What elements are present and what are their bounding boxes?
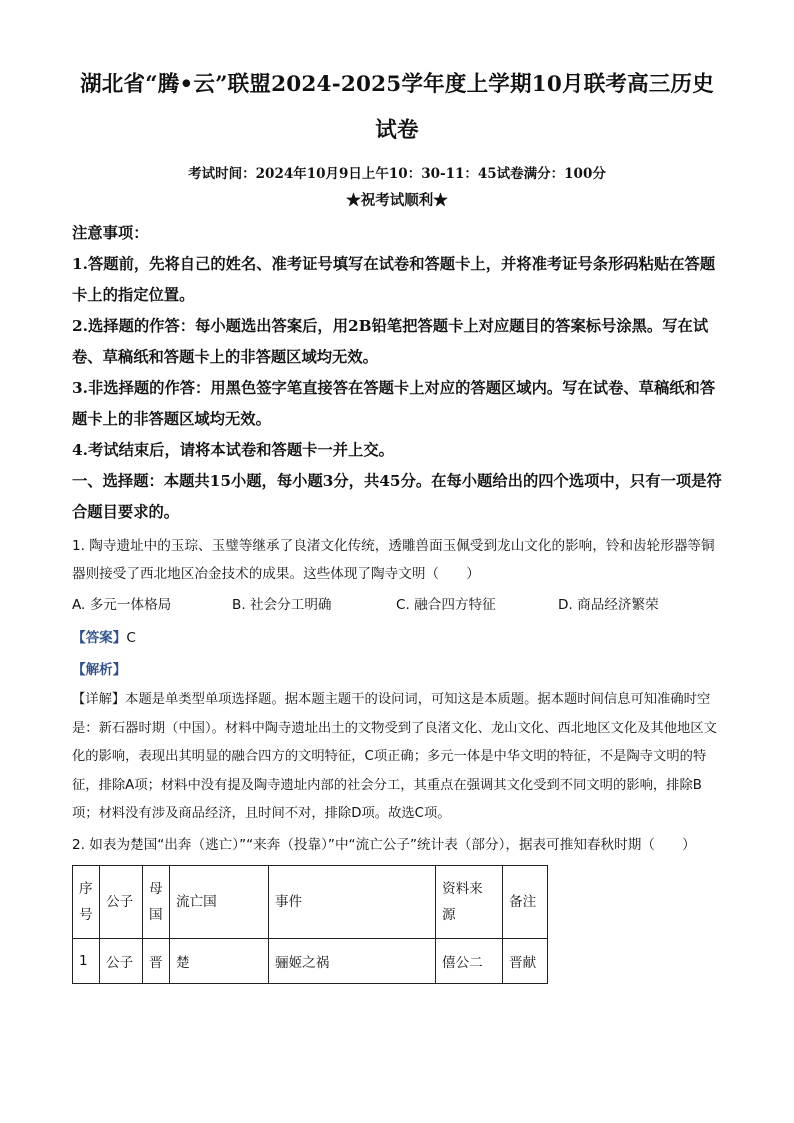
- analysis-label: [72, 654, 722, 686]
- table-header-cell: 备注: [503, 865, 548, 938]
- table-header-cell: 公子: [100, 865, 143, 938]
- table-cell: 晋献: [503, 938, 548, 983]
- table-cell: 晋: [143, 938, 170, 983]
- blessing-line: ★祝考试顺利★: [346, 192, 448, 209]
- table-header-cell: 母国: [143, 865, 170, 938]
- analysis-label-text: 【解析】: [72, 662, 127, 678]
- table-cell: 骊姬之祸: [269, 938, 436, 983]
- table-header-cell: 事件: [269, 865, 436, 938]
- question-stem: 1. 陶寺遗址中的玉琮、玉璧等继承了良渚文化传统，透雕兽面玉佩受到龙山文化的影响，铃和齿轮形器等铜器则接受了西北地区冶金技术的成果。这些体现了陶寺文明（ ）: [72, 538, 715, 582]
- option-d: D. 商品经济繁荣: [558, 597, 659, 613]
- table-cell: 楚: [170, 938, 269, 983]
- notes-section: [72, 218, 722, 466]
- section-heading: 一、选择题：本题共15小题，每小题3分，共45分。在每小题给出的四个选项中，只有一项是符合题目要求的。: [72, 472, 722, 521]
- table-cell: 公子: [100, 938, 143, 983]
- exile-table: [72, 865, 548, 984]
- question-1: [72, 532, 722, 829]
- table-cell: 1: [73, 938, 100, 983]
- option-list: [72, 588, 722, 622]
- answer-line: [72, 622, 722, 654]
- notes-heading: 注意事项：: [72, 224, 149, 242]
- exam-title: [72, 62, 722, 154]
- answer-label: 【答案】: [72, 630, 127, 646]
- table-header-row: [73, 865, 548, 938]
- exam-page: [72, 62, 722, 984]
- note-item: 4.考试结束后，请将本试卷和答题卡一并上交。: [72, 441, 394, 459]
- note-item: 3.非选择题的作答：用黑色签字笔直接答在答题卡上对应的答题区域内。写在试卷、草稿纸和答题卡上的非答题区域均无效。: [72, 379, 716, 428]
- analysis-detail: 【详解】本题是单类型单项选择题。据本题主题干的设问词，可知这是本质题。据本题时间信息可知准确时空是：新石器时期（中国）。材料中陶寺遗址出土的文物受到了良渚文化、龙山文化、西北地区文化及其他地区文化的影响，表现出其明显的融合四方的文明特征，C项正确；多元一体是中华文明的特征，不是陶寺文明的特征，排除A项；材料中没有提及陶寺遗址内部的社会分工，其重点在强调其文化受到不同文明的影响，排除B项；材料没有涉及商品经济，且时间不对，排除D项。故选C项。: [72, 692, 717, 821]
- answer-value: C: [126, 630, 136, 646]
- option-b: B. 社会分工明确: [232, 597, 332, 613]
- question-stem: 2. 如表为楚国“出奔（逃亡）”“来奔（投靠）”中“流亡公子”统计表（部分），据表可推知春秋时期（ ）: [72, 836, 696, 853]
- table-header-cell: 流亡国: [170, 865, 269, 938]
- note-item: 2.选择题的作答：每小题选出答案后，用2B铅笔把答题卡上对应题目的答案标号涂黑。写在试卷、草稿纸和答题卡上的非答题区域均无效。: [72, 317, 709, 366]
- title-line-2: 试卷: [375, 118, 419, 143]
- option-c: C. 融合四方特征: [396, 597, 496, 613]
- title-line-1: 湖北省“腾•云”联盟2024-2025学年度上学期10月联考高三历史: [80, 72, 714, 97]
- note-item: 1.答题前，先将自己的姓名、准考证号填写在试卷和答题卡上，并将准考证号条形码粘贴在答题卡上的指定位置。: [72, 255, 716, 304]
- table-cell: 僖公二: [436, 938, 503, 983]
- question-2: [72, 831, 722, 984]
- exam-info: 考试时间：2024年10月9日上午10：30-11：45试卷满分：100分: [188, 166, 606, 182]
- table-row: [73, 938, 548, 983]
- table-header-cell: 资料来源: [436, 865, 503, 938]
- table-header-cell: 序号: [73, 865, 100, 938]
- option-a: A. 多元一体格局: [72, 597, 172, 613]
